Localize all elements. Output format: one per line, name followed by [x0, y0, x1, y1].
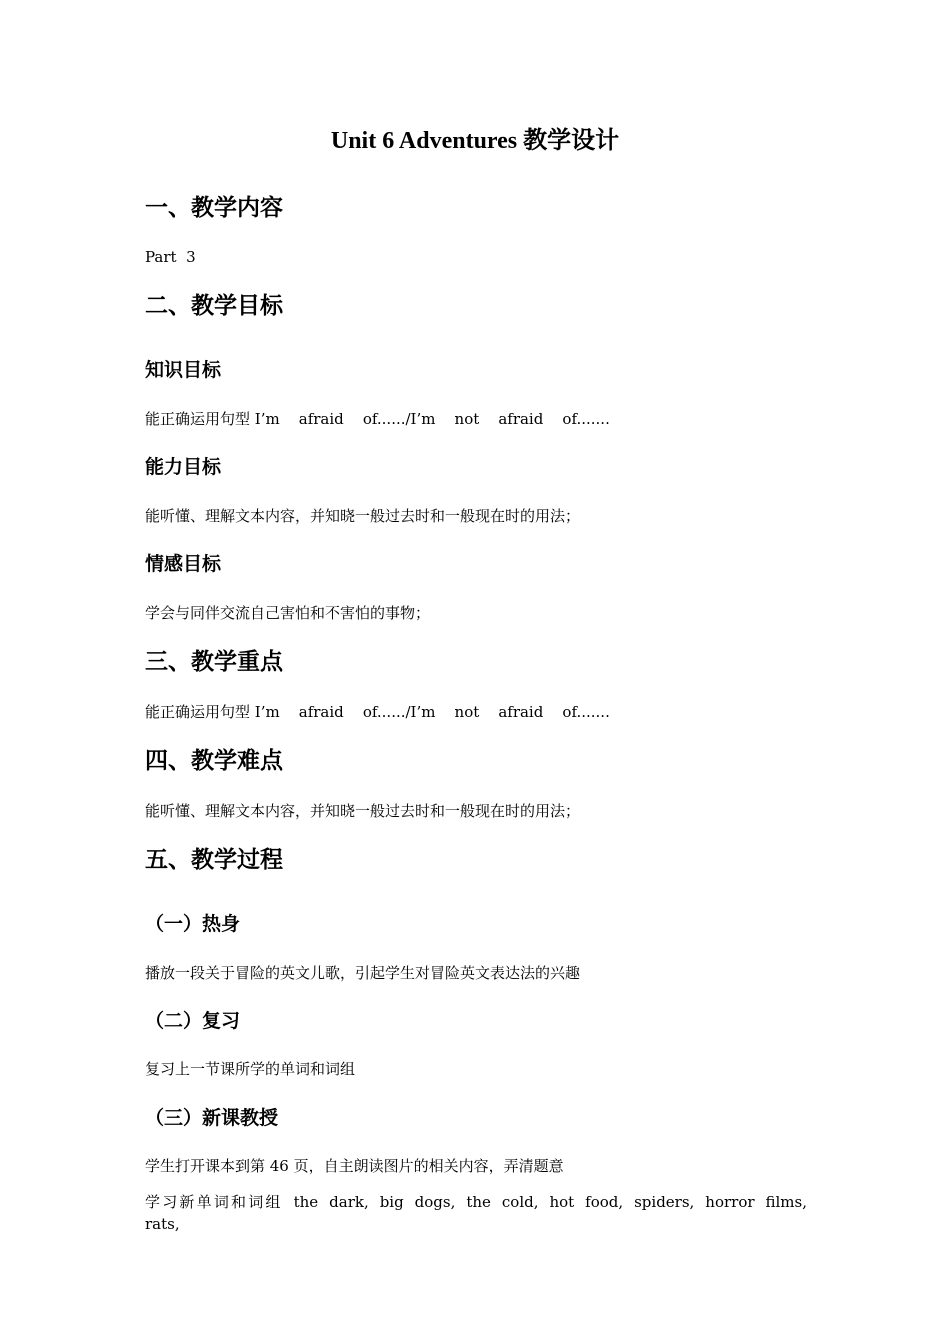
- section-difficulties-text: 能听懂、理解文本内容，并知晓一般过去时和一般现在时的用法；: [145, 802, 581, 820]
- document-title: Unit 6 Adventures 教学设计: [330, 128, 620, 154]
- emotion-goal-heading: 情感目标: [145, 553, 222, 575]
- ability-goal-heading: 能力目标: [145, 456, 222, 478]
- section-key-points-text: 能正确运用句型 I’m afraid of....../I’m not afraid of.......: [145, 703, 610, 721]
- knowledge-goal-text: 能正确运用句型 I’m afraid of....../I’m not afraid of.......: [145, 410, 610, 428]
- knowledge-goal-heading: 知识目标: [145, 359, 222, 381]
- warmup-heading: （一）热身: [145, 913, 241, 935]
- section-teaching-goals-heading: 二、教学目标: [145, 293, 283, 319]
- ability-goal-text: 能听懂、理解文本内容，并知晓一般过去时和一般现在时的用法；: [145, 507, 581, 525]
- section-difficulties-heading: 四、教学难点: [145, 748, 283, 774]
- new-lesson-text-1: 学生打开课本到第 46 页，自主朗读图片的相关内容，弄清题意: [145, 1157, 564, 1175]
- emotion-goal-text: 学会与同伴交流自己害怕和不害怕的事物；: [145, 604, 431, 622]
- new-lesson-heading: （三）新课教授: [145, 1107, 279, 1129]
- review-heading: （二）复习: [145, 1010, 241, 1032]
- section-teaching-content-heading: 一、教学内容: [145, 195, 283, 221]
- section-teaching-content-text: Part 3: [145, 248, 196, 266]
- review-text: 复习上一节课所学的单词和词组: [145, 1060, 356, 1078]
- section-teaching-process-heading: 五、教学过程: [145, 847, 283, 873]
- warmup-text: 播放一段关于冒险的英文儿歌，引起学生对冒险英文表达法的兴趣: [145, 964, 581, 982]
- section-key-points-heading: 三、教学重点: [145, 649, 283, 675]
- new-lesson-text-2: 学习新单词和词组 the dark, big dogs, the cold, hot food, spiders, horror films, rats,: [145, 1193, 807, 1233]
